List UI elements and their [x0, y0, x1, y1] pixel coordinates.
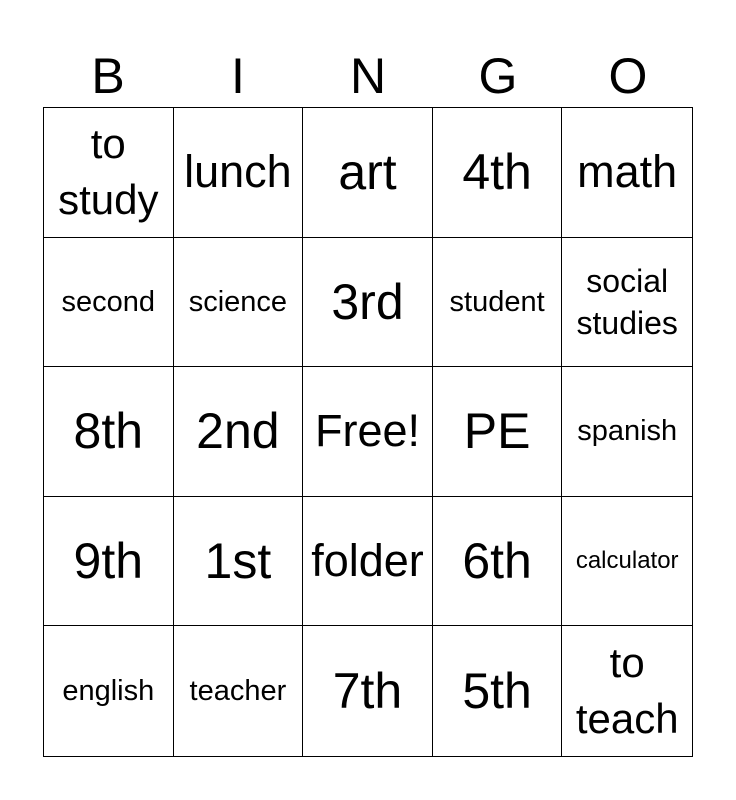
bingo-board: [43, 107, 693, 757]
cell-label: 3rd: [331, 273, 404, 330]
cell-label: to teach: [575, 639, 679, 743]
bingo-header: [43, 46, 693, 108]
bingo-cell[interactable]: [562, 497, 692, 627]
bingo-cell[interactable]: [303, 497, 433, 627]
cell-label: calculator: [575, 547, 679, 575]
cell-label: PE: [463, 403, 531, 460]
cell-label: art: [338, 144, 397, 201]
bingo-cell[interactable]: [433, 367, 563, 497]
cell-label: to study: [58, 120, 159, 224]
cell-label: 1st: [204, 533, 272, 590]
cell-label: folder: [311, 535, 424, 587]
bingo-cell[interactable]: [562, 238, 692, 368]
bingo-cell[interactable]: [303, 626, 433, 756]
cell-label: math: [577, 146, 678, 198]
cell-label: 4th: [462, 144, 532, 201]
cell-label: social studies: [576, 262, 678, 341]
cell-label: 7th: [332, 663, 403, 720]
cell-label: lunch: [184, 146, 292, 198]
bingo-cell[interactable]: [174, 367, 304, 497]
header-letter-o: O: [608, 48, 648, 104]
bingo-cell[interactable]: [44, 497, 174, 627]
bingo-cell[interactable]: [303, 108, 433, 238]
bingo-cell[interactable]: [44, 238, 174, 368]
bingo-cell[interactable]: [433, 108, 563, 238]
cell-label: 8th: [73, 403, 144, 460]
bingo-cell[interactable]: [433, 497, 563, 627]
bingo-cell[interactable]: [562, 108, 692, 238]
cell-label: second: [61, 285, 156, 318]
bingo-cell-free[interactable]: [303, 367, 433, 497]
header-letter-n: N: [349, 48, 387, 104]
cell-label: 6th: [462, 533, 532, 590]
bingo-cell[interactable]: [174, 626, 304, 756]
cell-label: english: [62, 675, 155, 708]
bingo-cell[interactable]: [433, 238, 563, 368]
bingo-cell[interactable]: [44, 626, 174, 756]
header-letter-b: B: [91, 48, 125, 104]
bingo-cell[interactable]: [433, 626, 563, 756]
cell-label: Free!: [314, 405, 420, 457]
bingo-cell[interactable]: [44, 108, 174, 238]
bingo-cell[interactable]: [174, 108, 304, 238]
cell-label: spanish: [577, 415, 678, 448]
bingo-cell[interactable]: [303, 238, 433, 368]
cell-label: science: [188, 285, 288, 318]
header-letter-i: I: [231, 48, 245, 104]
bingo-cell[interactable]: [44, 367, 174, 497]
bingo-cell[interactable]: [562, 367, 692, 497]
cell-label: 9th: [73, 533, 144, 590]
bingo-cell[interactable]: [174, 497, 304, 627]
cell-label: 5th: [462, 663, 532, 720]
bingo-cell[interactable]: [562, 626, 692, 756]
header-letter-g: G: [478, 48, 518, 104]
cell-label: teacher: [189, 675, 287, 708]
cell-label: 2nd: [196, 403, 280, 460]
cell-label: student: [449, 285, 545, 318]
bingo-cell[interactable]: [174, 238, 304, 368]
